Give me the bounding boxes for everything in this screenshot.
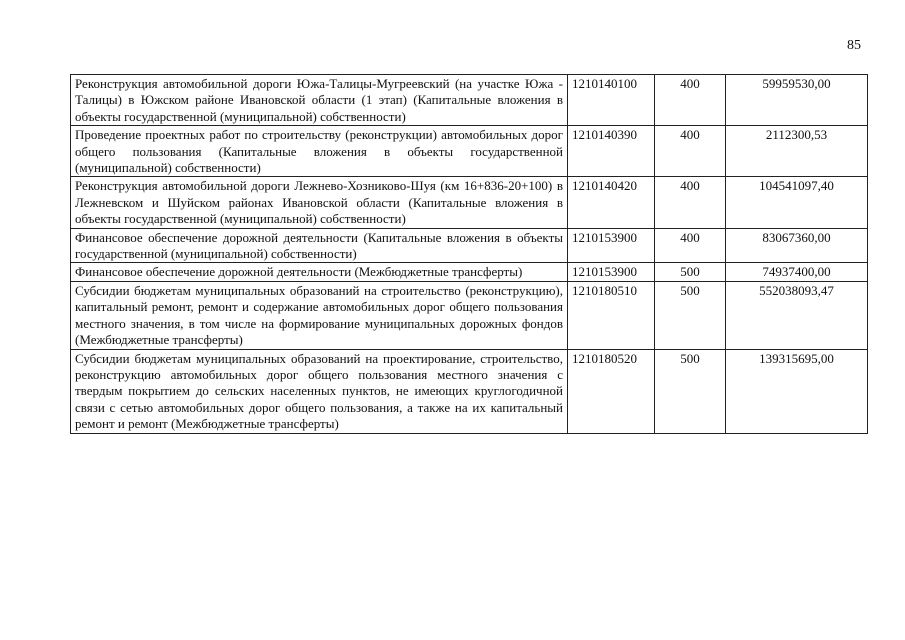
budget-table [70,74,868,434]
expense-name-cell: Субсидии бюджетам муниципальных образований на проектирование, строительство, реконструкцию автомобильных дорог общего пользования местного значения с твердым покрытием до сельских населенных пунктов, не имеющих круглогодичной связи с сетью автомобильных дорог общего пользования, а также на их капитальный ремонт и ремонт (Межбюджетные трансферты) [71,349,568,433]
target-code-cell: 1210153900 [568,228,655,263]
amount-cell: 552038093,47 [726,281,868,349]
target-code-cell: 1210180510 [568,281,655,349]
table-row [71,177,868,228]
expense-name-cell: Реконструкция автомобильной дороги Южа-Талицы-Мугреевский (на участке Южа - Талицы) в Южском районе Ивановской области (1 этап) (Капитальные вложения в объекты государственной (муниципальной) собственности) [71,75,568,126]
target-code-cell: 1210140390 [568,126,655,177]
expense-type-cell: 400 [655,177,726,228]
target-code-cell: 1210140100 [568,75,655,126]
expense-type-cell: 500 [655,349,726,433]
page-number: 85 [847,38,861,53]
table-row [71,126,868,177]
target-code-cell: 1210180520 [568,349,655,433]
expense-type-cell: 500 [655,263,726,281]
table-row [71,228,868,263]
amount-cell: 104541097,40 [726,177,868,228]
target-code-cell: 1210140420 [568,177,655,228]
expense-name-cell: Финансовое обеспечение дорожной деятельности (Межбюджетные трансферты) [71,263,568,281]
amount-cell: 74937400,00 [726,263,868,281]
expense-name-cell: Финансовое обеспечение дорожной деятельности (Капитальные вложения в объекты государственной (муниципальной) собственности) [71,228,568,263]
table-row [71,281,868,349]
amount-cell: 139315695,00 [726,349,868,433]
expense-name-cell: Субсидии бюджетам муниципальных образований на строительство (реконструкцию), капитальный ремонт, ремонт и содержание автомобильных дорог общего пользования местного значения, в том числе на формирование муниципальных дорожных фондов (Межбюджетные трансферты) [71,281,568,349]
expense-type-cell: 400 [655,228,726,263]
table-row [71,75,868,126]
amount-cell: 59959530,00 [726,75,868,126]
expense-name-cell: Проведение проектных работ по строительству (реконструкции) автомобильных дорог общего пользования (Капитальные вложения в объекты государственной (муниципальной) собственности) [71,126,568,177]
target-code-cell: 1210153900 [568,263,655,281]
amount-cell: 2112300,53 [726,126,868,177]
expense-type-cell: 500 [655,281,726,349]
expense-type-cell: 400 [655,126,726,177]
table-row [71,263,868,281]
table-row [71,349,868,433]
amount-cell: 83067360,00 [726,228,868,263]
expense-name-cell: Реконструкция автомобильной дороги Лежнево-Хозниково-Шуя (км 16+836-20+100) в Лежневском и Шуйском районах Ивановской области (Капитальные вложения в объекты государственной (муниципальной) собственности) [71,177,568,228]
expense-type-cell: 400 [655,75,726,126]
